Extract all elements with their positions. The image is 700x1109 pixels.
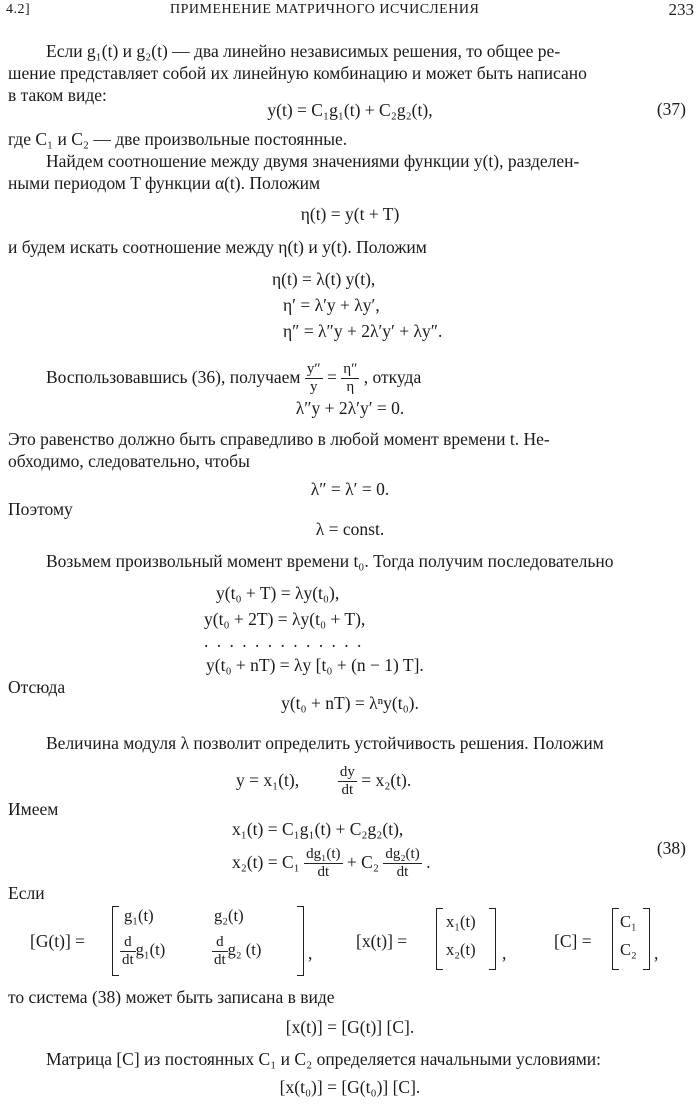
matrix-C-comma: , bbox=[654, 943, 659, 963]
equation-38-number: (38) bbox=[656, 838, 686, 858]
fraction-dg2-den: dt bbox=[396, 864, 409, 881]
matrix-G-12: g₂(t) bbox=[214, 906, 244, 925]
equation-lambda-const: λ = const. bbox=[315, 519, 385, 539]
p5-after: , откуда bbox=[363, 367, 422, 387]
matrix-x-comma: , bbox=[502, 943, 507, 963]
matrix-G-22-g: g₂ (t) bbox=[227, 940, 262, 960]
fraction-dg2-num: dg₂(t) bbox=[385, 846, 420, 863]
equation-lambda-sum: λ″y + 2λ′y′ = 0. bbox=[295, 398, 405, 418]
matrix-G-11: g₁(t) bbox=[124, 906, 154, 925]
fraction-dg1 bbox=[304, 846, 342, 881]
matrix-G-22-d: d bbox=[212, 934, 228, 952]
p14: Матрица [C] из постоянных C₁ и C₂ определяется начальными условиями: bbox=[46, 1049, 602, 1069]
equation-power-n: y(t₀ + nT) = λⁿy(t₀). bbox=[281, 693, 419, 713]
equation-lambda-zero: λ″ = λ′ = 0. bbox=[310, 479, 390, 499]
fraction-dy: dy bbox=[339, 764, 355, 781]
p7: Поэтому bbox=[8, 499, 73, 519]
equation-eta: η(t) = y(t + T) bbox=[300, 204, 400, 224]
fraction-y-den: y bbox=[310, 379, 318, 396]
seq-line1: y(t₀ + T) = λy(t₀), bbox=[216, 583, 340, 603]
page-number: 233 bbox=[668, 0, 694, 19]
fraction-y bbox=[305, 361, 323, 396]
seq-line2: y(t₀ + 2T) = λy(t₀ + T), bbox=[204, 609, 366, 629]
p9: Отсюда bbox=[8, 677, 66, 697]
fraction-eta-den: η bbox=[346, 379, 355, 396]
eq38-line1: x₁(t) = C₁g₁(t) + C₂g₂(t), bbox=[232, 819, 404, 839]
p5 bbox=[46, 357, 421, 397]
matrix-C-label: [C] = bbox=[554, 931, 592, 951]
p10: Величина модуля λ позволит определить устойчивость решения. Положим bbox=[46, 733, 604, 753]
fraction-dg1-den: dt bbox=[317, 864, 330, 881]
p3-line1: Найдем соотношение между двумя значениями функции y(t), разделен- bbox=[46, 151, 580, 171]
eq-lambda-3: η″ = λ″y + 2λ′y′ + λy″. bbox=[283, 321, 443, 341]
fraction-dy-dt bbox=[338, 764, 357, 799]
matrix-G-21-g: g₁(t) bbox=[135, 940, 166, 960]
matrix-C-2: C₂ bbox=[620, 940, 637, 959]
p11: Имеем bbox=[8, 799, 59, 819]
p13: то система (38) может быть записана в виде bbox=[8, 987, 335, 1007]
fraction-y-num: y″ bbox=[306, 361, 321, 378]
p5-before: Воспользовавшись (36), получаем bbox=[46, 367, 301, 387]
fraction-dg1-num: dg₁(t) bbox=[306, 846, 341, 863]
p8: Возьмем произвольный момент времени t₀. Тогда получим последовательно bbox=[46, 551, 614, 571]
eq38-line2-c: . bbox=[426, 852, 431, 872]
p12: Если bbox=[8, 883, 45, 903]
p6-line2: обходимо, следовательно, чтобы bbox=[8, 451, 250, 471]
fraction-eta-num: η″ bbox=[343, 361, 358, 378]
eq-lambda-2: η′ = λ′y + λy′, bbox=[283, 295, 380, 315]
matrix-G-21-d: d bbox=[120, 934, 136, 952]
running-title: ПРИМЕНЕНИЕ МАТРИЧНОГО ИСЧИСЛЕНИЯ bbox=[170, 2, 480, 17]
eq38-line2-b: + C₂ bbox=[346, 852, 379, 872]
matrix-G-22 bbox=[212, 934, 261, 969]
matrix-G-22-frac bbox=[212, 934, 228, 969]
p3-line2: ными периодом T функции α(t). Положим bbox=[8, 173, 321, 193]
equation-37-number: (37) bbox=[656, 99, 686, 119]
equation-initial: [x(t₀)] = [G(t₀)] [C]. bbox=[279, 1077, 421, 1097]
fraction-eta bbox=[341, 361, 359, 396]
eq-lambda-1: η(t) = λ(t) y(t), bbox=[272, 269, 376, 289]
p5-equals: = bbox=[327, 367, 337, 387]
p4: и будем искать соотношение между η(t) и y(t). Положим bbox=[8, 237, 427, 257]
matrix-x-2: x₂(t) bbox=[446, 940, 476, 959]
matrix-G-21 bbox=[120, 934, 165, 969]
seq-dots: . . . . . . . . . . . . . bbox=[204, 631, 364, 651]
matrix-G-comma: , bbox=[308, 943, 313, 963]
matrix-x-1: x₁(t) bbox=[446, 912, 476, 931]
fraction-dt: dt bbox=[341, 782, 354, 799]
fraction-dg2 bbox=[383, 846, 421, 881]
matrix-x-label: [x(t)] = bbox=[356, 931, 408, 951]
p1-line1: Если g₁(t) и g₂(t) — два линейно независимых решения, то общее ре- bbox=[46, 41, 561, 61]
equation-matrix-form: [x(t)] = [G(t)] [C]. bbox=[285, 1017, 415, 1037]
matrix-G-21-dt: dt bbox=[122, 952, 134, 968]
p2-line1: где C₁ и C₂ — две произвольные постоянные. bbox=[8, 129, 348, 149]
matrix-G-21-frac bbox=[120, 934, 136, 969]
section-number: 4.2] bbox=[6, 2, 31, 17]
matrix-G-label: [G(t)] = bbox=[30, 931, 86, 951]
equation-x-right: = x₂(t). bbox=[361, 770, 412, 790]
equation-x-left: y = x₁(t), bbox=[236, 770, 300, 790]
seq-line4: y(t₀ + nT) = λy [t₀ + (n − 1) T]. bbox=[206, 655, 424, 675]
matrix-C-1: C₁ bbox=[620, 912, 637, 931]
p1-line2: шение представляет собой их линейную комбинацию и может быть написано bbox=[8, 63, 587, 83]
eq38-line2-a: x₂(t) = C₁ bbox=[232, 852, 300, 872]
matrix-G-22-dt: dt bbox=[214, 952, 226, 968]
equation-37: y(t) = C₁g₁(t) + C₂g₂(t), bbox=[267, 100, 433, 120]
p1-line3: в таком виде: bbox=[8, 85, 107, 105]
eq38-line2 bbox=[232, 842, 430, 882]
p6-line1: Это равенство должно быть справедливо в любой момент времени t. Не- bbox=[8, 429, 550, 449]
equation-x bbox=[236, 760, 411, 800]
